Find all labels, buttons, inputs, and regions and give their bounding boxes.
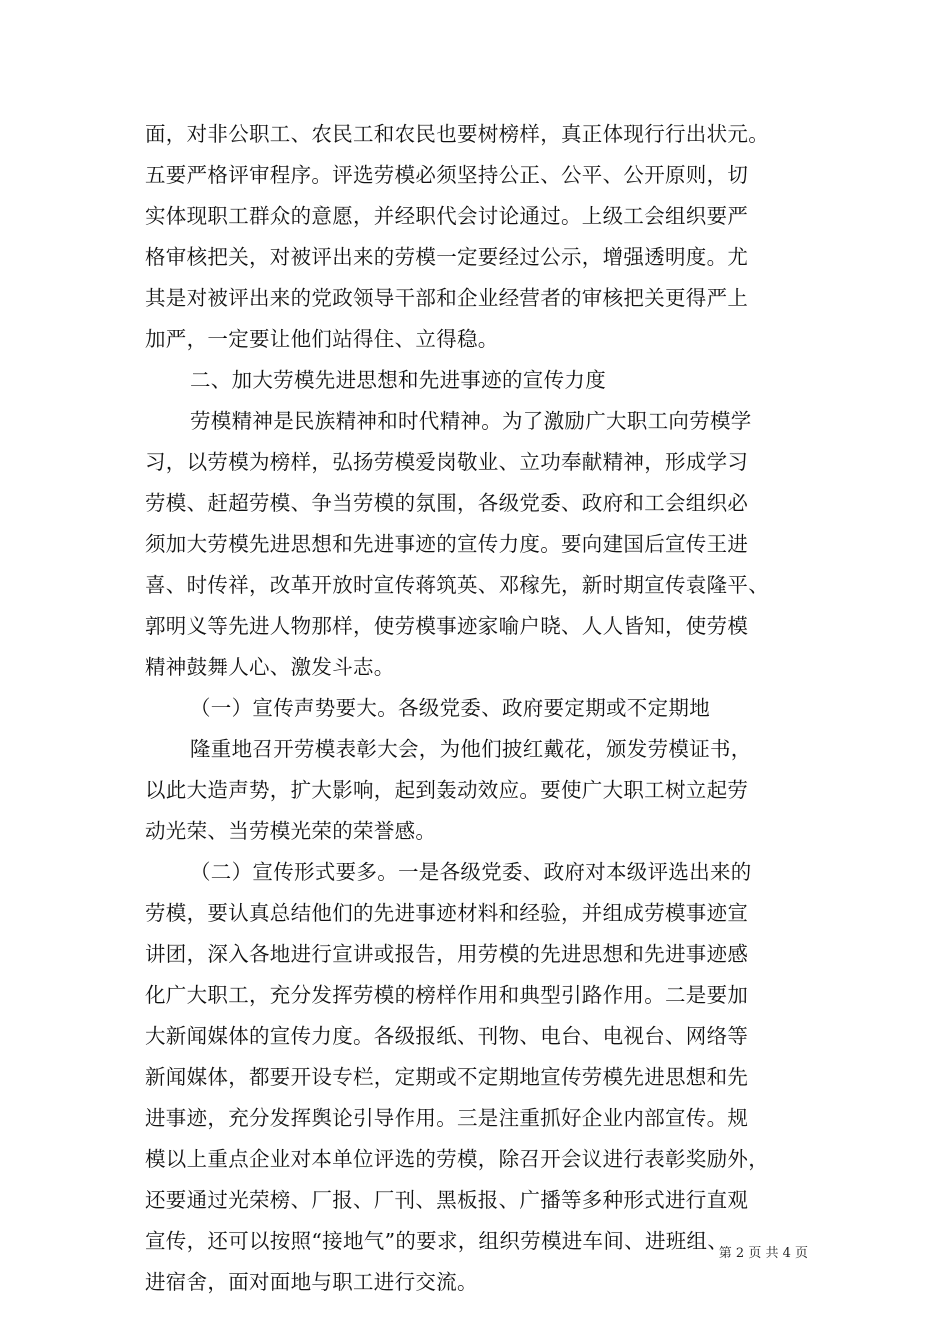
text-line: 动光荣、当劳模光荣的荣誉感。: [145, 819, 437, 843]
text-line: 以此大造声势，扩大影响，起到轰动效应。要使广大职工树立起劳: [145, 778, 749, 802]
text-line: 化广大职工，充分发挥劳模的榜样作用和典型引路作用。二是要加: [145, 983, 749, 1007]
paragraph-start-line: 隆重地召开劳模表彰大会，为他们披红戴花，颁发劳模证书，: [190, 737, 752, 761]
text-line: 郭明义等先进人物那样，使劳模事迹家喻户晓、人人皆知，使劳模: [145, 614, 749, 638]
text-line: 大新闻媒体的宣传力度。各级报纸、刊物、电台、电视台、网络等: [145, 1024, 749, 1048]
text-line: 劳模、赶超劳模、争当劳模的氛围，各级党委、政府和工会组织必: [145, 491, 749, 515]
paragraph-start-line: 劳模精神是民族精神和时代精神。为了激励广大职工向劳模学: [190, 409, 752, 433]
subsection-heading: （二）宣传形式要多。一是各级党委、政府对本级评选出来的: [190, 860, 752, 884]
text-line: 模以上重点企业对本单位评选的劳模，除召开会议进行表彰奖励外，: [145, 1147, 769, 1171]
text-line: 进事迹，充分发挥舆论引导作用。三是注重抓好企业内部宣传。规: [145, 1106, 749, 1130]
text-line: 讲团，深入各地进行宣讲或报告，用劳模的先进思想和先进事迹感: [145, 942, 749, 966]
text-line: 格审核把关，对被评出来的劳模一定要经过公示，增强透明度。尤: [145, 245, 749, 269]
text-line: 进宿舍，面对面地与职工进行交流。: [145, 1270, 478, 1294]
text-line: 须加大劳模先进思想和先进事迹的宣传力度。要向建国后宣传王进: [145, 532, 749, 556]
text-line: 新闻媒体，都要开设专栏，定期或不定期地宣传劳模先进思想和先: [145, 1065, 749, 1089]
page-number: 第 2 页 共 4 页: [718, 1246, 808, 1261]
text-line: 五要严格评审程序。评选劳模必须坚持公正、公平、公开原则，切: [145, 163, 749, 187]
subsection-heading: （一）宣传声势要大。各级党委、政府要定期或不定期地: [190, 696, 710, 720]
text-line: 还要通过光荣榜、厂报、厂刊、黑板报、广播等多种形式进行直观: [145, 1188, 749, 1212]
text-line: 精神鼓舞人心、激发斗志。: [145, 655, 395, 679]
text-line: 喜、时传祥，改革开放时宣传蒋筑英、邓稼先，新时期宣传袁隆平、: [145, 573, 769, 597]
text-line: 加严，一定要让他们站得住、立得稳。: [145, 327, 499, 351]
text-line: 面，对非公职工、农民工和农民也要树榜样，真正体现行行出状元。: [145, 122, 769, 146]
text-line: 其是对被评出来的党政领导干部和企业经营者的审核把关更得严上: [145, 286, 749, 310]
text-line: 宣传，还可以按照“接地气”的要求，组织劳模进车间、进班组、: [145, 1229, 729, 1253]
text-line: 劳模，要认真总结他们的先进事迹材料和经验，并组成劳模事迹宣: [145, 901, 749, 925]
body-text: [145, 114, 815, 1303]
text-line: 习，以劳模为榜样，弘扬劳模爱岗敬业、立功奉献精神，形成学习: [145, 450, 749, 474]
text-line: 实体现职工群众的意愿，并经职代会讨论通过。上级工会组织要严: [145, 204, 749, 228]
section-heading: 二、加大劳模先进思想和先进事迹的宣传力度: [190, 368, 606, 392]
